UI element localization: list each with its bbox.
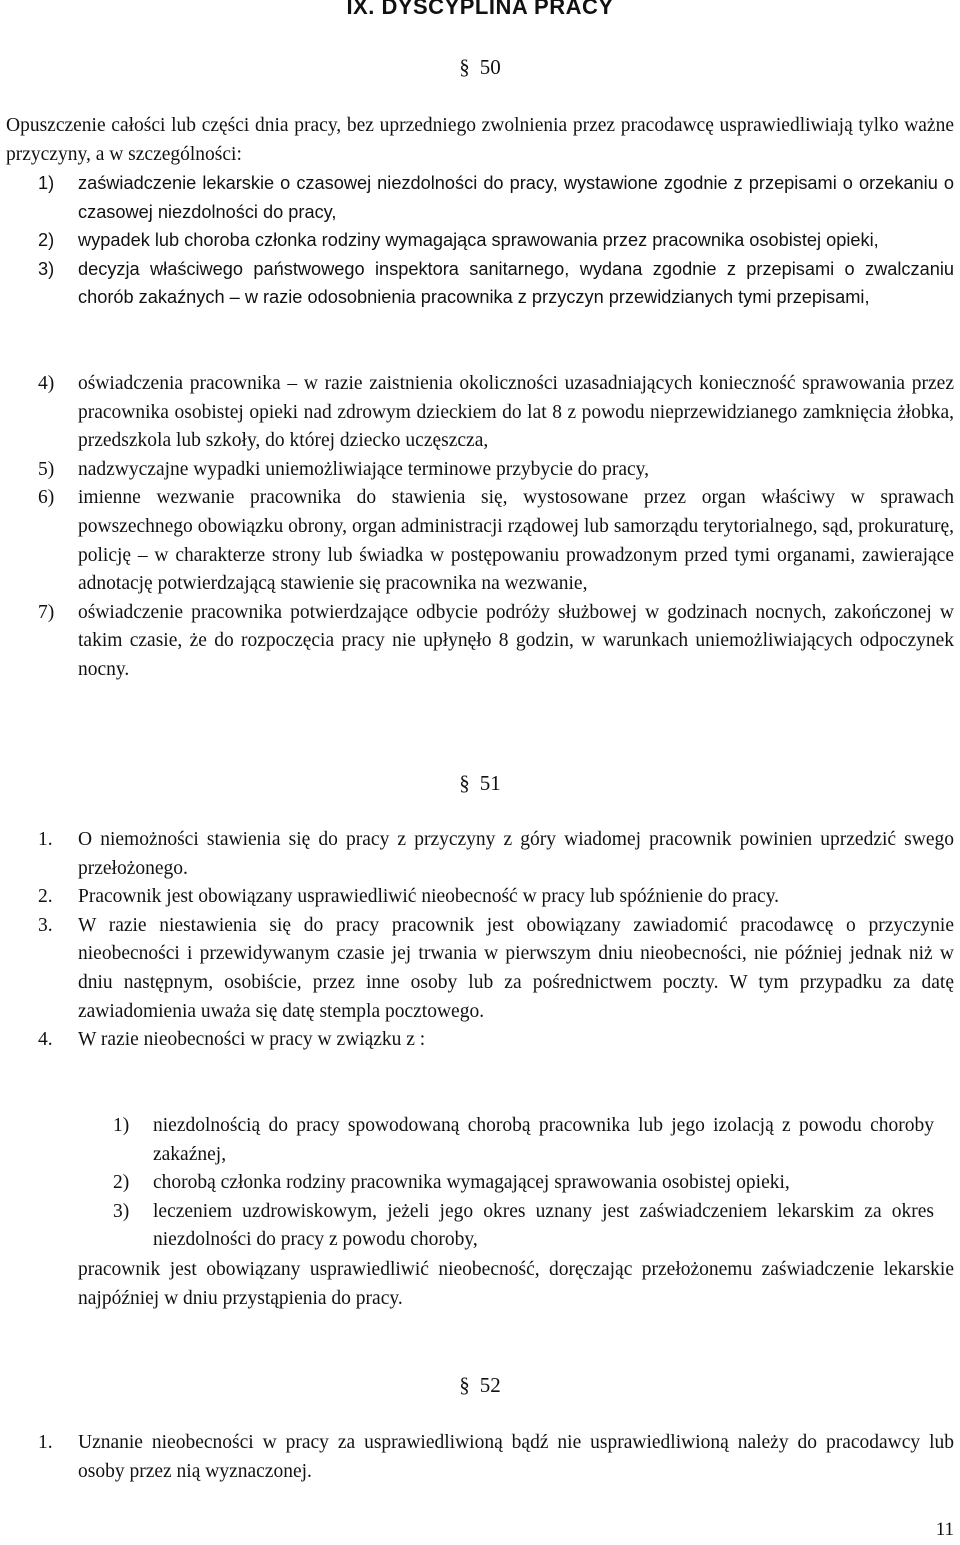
list-item: 6) imienne wezwanie pracownika do stawienia się, wystosowane przez organ właściwy w sprawach powszechnego obowiązku obrony, organ administracji rządowej lub samorządu terytorialnego, sąd, prokuraturę, policję – w charakterze strony lub świadka w postępowaniu prowadzonym przed tymi organami, zawierające adnotację potwierdzającą stawienie się pracownika na wezwanie, [38,487,954,595]
list-item: 2) wypadek lub choroba członka rodziny wymagająca sprawowania przez pracownika osobistej opieki, [38,230,879,251]
list-item: 2. Pracownik jest obowiązany usprawiedliwić nieobecność w pracy lub spóźnienie do pracy. [38,886,780,908]
list-item: 1) niezdolnością do pracy spowodowaną chorobą pracownika lub jego izolacją z powodu choroby zakaźnej, [113,1115,934,1165]
list-item: 4) oświadczenia pracownika – w razie zaistnienia okoliczności uzasadniających konieczność sprawowania przez pracownika osobistej opieki nad zdrowym dzieckiem do lat 8 z powodu nieprzewidzianego zamknięcia żłobka, przedszkola lub szkoły, do której dziecko uczęszcza, [38,373,954,452]
list-item: 4. W razie nieobecności w pracy w związku z : [38,1029,426,1051]
list-item: 5) nadzwyczajne wypadki uniemożliwiające terminowe przybycie do pracy, [38,458,650,480]
section-52-list [38,1429,954,1486]
section-number: 52 [479,1373,501,1397]
list-item: 3) leczeniem uzdrowiskowym, jeżeli jego okres uznany jest zaświadczeniem lekarskim za okres niezdolności do pracy z powodu choroby, [113,1200,934,1251]
section-51-list [38,826,954,1055]
section-50-list-cont [38,370,954,685]
list-item: 3) decyzja właściwego państwowego inspektora sanitarnego, wydana zgodnie z przepisami o zwalczaniu chorób zakaźnych – w razie odosobnienia pracownika z przyczyn przewidzianych tymi przepisami, [38,258,954,308]
section-sign: § [459,55,470,79]
section-heading-50 [0,52,960,82]
section-heading-52 [0,1370,960,1400]
list-item: 7) oświadczenie pracownika potwierdzające odbycie podróży służbowej w godzinach nocnych, zakończonej w takim czasie, że do rozpoczęcia pracy nie upłynęło 8 godzin, w warunkach uniemożliwiających odpoczynek nocny. [38,601,954,680]
page-number: 11 [935,1519,954,1540]
list-item: 1. O niemożności stawienia się do pracy z przyczyny z góry wiadomej pracownik powinien uprzedzić swego przełożonego. [38,829,954,879]
list-item: 3. W razie niestawienia się do pracy pracownik jest obowiązany zawiadomić pracodawcę o przyczynie nieobecności i przewidywanym czasie jej trwania w pierwszym dniu nieobecności, nie później jednak niż w dniu następnym, osobiście, przez inne osoby lub za pośrednictwem poczty. W tym przypadku za datę zawiadomienia uważa się datę stempla pocztowego. [38,914,954,1022]
list-item: 1. Uznanie nieobecności w pracy za usprawiedliwioną bądź nie usprawiedliwioną należy do pracodawcy lub osoby przez nią wyznaczonej. [38,1432,954,1482]
section-sign: § [459,771,470,795]
section-50-list [38,169,954,312]
section-number: 51 [479,771,501,795]
section-sign: § [459,1373,470,1397]
section-51-closing: pracownik jest obowiązany usprawiedliwić nieobecność, doręczając przełożonemu zaświadczenie lekarskie najpóźniej w dniu przystąpienia do pracy. [78,1259,954,1309]
section-51-sublist [113,1112,934,1255]
list-item: 1) zaświadczenie lekarskie o czasowej niezdolności do pracy, wystawione zgodnie z przepisami o orzekaniu o czasowej niezdolności do pracy, [38,173,954,222]
chapter-heading: IX. DYSCYPLINA PRACY [346,0,614,19]
list-item: 2) chorobą członka rodziny pracownika wymagającej sprawowania osobistej opieki, [113,1172,790,1194]
section-number: 50 [479,55,501,79]
section-heading-51 [0,768,960,798]
section-50-intro: Opuszczenie całości lub części dnia pracy, bez uprzedniego zwolnienia przez pracodawcę usprawiedliwiają tylko ważne przyczyny, a w szczególności: [6,115,954,165]
